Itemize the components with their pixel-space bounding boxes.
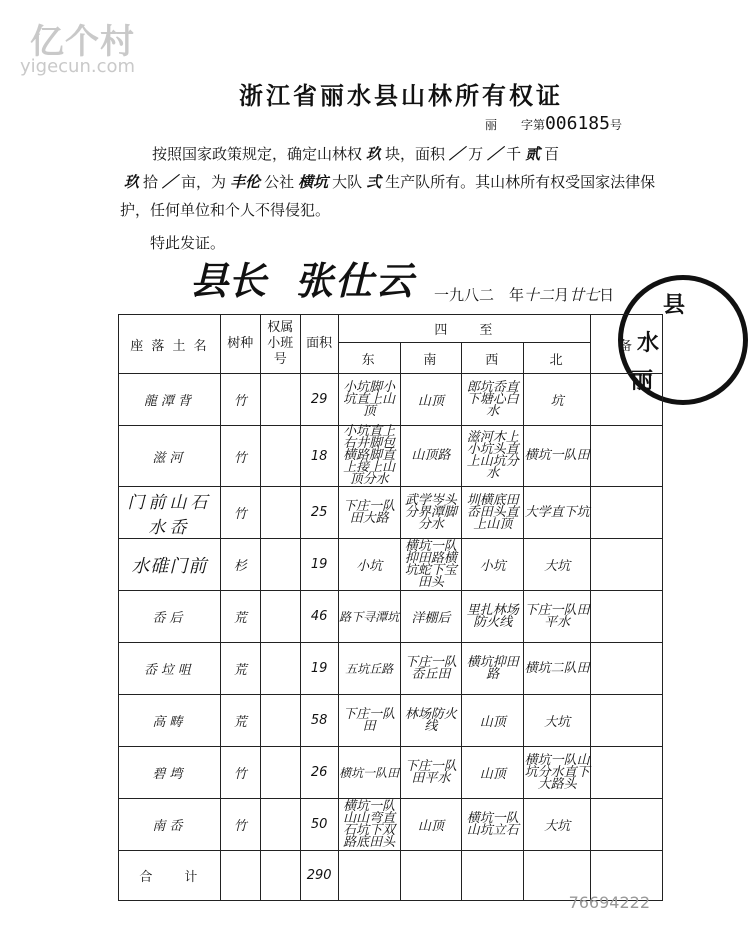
cell-east: 路下寻潭坑 [338, 591, 400, 643]
cell-east: 小坑 [338, 539, 400, 591]
area-wan: ／ [449, 145, 465, 163]
issued-statement: 特此发证。 [150, 234, 226, 252]
cell-subplot [260, 487, 300, 539]
header-east: 东 [338, 343, 400, 374]
cell-south: 下庄一队田平水 [400, 747, 462, 799]
total-empty-cell [338, 851, 400, 901]
seal-char: 水 [637, 330, 660, 356]
cell-remarks [591, 591, 663, 643]
cell-east: 小坑脚小坑直上山顶 [338, 374, 400, 426]
body-text-segment: 百 [544, 145, 560, 163]
header-remarks: 备 [591, 315, 663, 374]
cell-east: 下庄一队田大路 [338, 487, 400, 539]
total-empty-cell [400, 851, 462, 901]
header-west: 西 [462, 343, 524, 374]
cell-remarks [591, 539, 663, 591]
certificate-body [120, 140, 670, 224]
cell-location: 高畴 [119, 695, 221, 747]
body-text-segment: 大队 [332, 173, 363, 191]
forest-rights-table [118, 314, 663, 901]
cell-subplot [260, 747, 300, 799]
commune-name: 丰伦 [230, 173, 261, 191]
cell-location: 水碓门前 [119, 539, 221, 591]
body-text-segment: 拾 [143, 173, 159, 191]
cell-area: 19 [300, 539, 338, 591]
date-month-label: 月 [554, 286, 570, 304]
cell-east: 小坑直上右井脚包横路脚直上接上山顶分水 [338, 426, 400, 487]
cell-north: 坑 [524, 374, 591, 426]
header-south: 南 [400, 343, 462, 374]
cell-species: 竹 [220, 487, 260, 539]
cell-subplot [260, 643, 300, 695]
cell-west: 圳横底田岙田头直上山顶 [462, 487, 524, 539]
body-text-segment: 公社 [264, 173, 295, 191]
document-number [485, 113, 622, 134]
date-day: 廿七 [569, 286, 600, 304]
doc-number-value: 006185 [544, 113, 610, 134]
cell-species: 竹 [220, 747, 260, 799]
table-row [119, 695, 663, 747]
team-number: 弍 [366, 173, 382, 191]
cell-south: 林场防火线 [400, 695, 462, 747]
cell-west: 滋河木上小坑头直上山坑分水 [462, 426, 524, 487]
cell-west: 山顶 [462, 747, 524, 799]
cell-location: 岙垃咀 [119, 643, 221, 695]
cell-north: 下庄一队田平水 [524, 591, 591, 643]
cell-north: 大坑 [524, 539, 591, 591]
plot-count: 玖 [366, 145, 382, 163]
cell-east: 五坑丘路 [338, 643, 400, 695]
cell-north: 横坑二队田 [524, 643, 591, 695]
header-area: 面积 [300, 315, 338, 374]
body-line1-a: 按照国家政策规定，确定山林权 [152, 145, 363, 163]
cell-location: 龍潭背 [119, 374, 221, 426]
cell-species: 竹 [220, 374, 260, 426]
cell-west: 郎坑岙直下塘心白水 [462, 374, 524, 426]
header-north: 北 [524, 343, 591, 374]
cell-west: 山顶 [462, 695, 524, 747]
cell-area: 29 [300, 374, 338, 426]
cell-species: 竹 [220, 426, 260, 487]
cell-species: 荒 [220, 695, 260, 747]
header-bounds: 四 至 [338, 315, 590, 343]
cell-area: 46 [300, 591, 338, 643]
area-mu: ／ [162, 173, 178, 191]
total-label: 合 计 [119, 851, 221, 901]
date-day-label: 日 [599, 286, 615, 304]
issue-date [434, 284, 614, 305]
date-month: 十二 [524, 286, 555, 304]
watermark-url: yigecun.com [20, 56, 136, 77]
table-row [119, 539, 663, 591]
body-text-segment: 千 [506, 145, 522, 163]
watermark-logo: 亿个村 [30, 22, 135, 62]
date-year: 一九八二 [434, 286, 495, 304]
body-text-segment: 块，面积 [385, 145, 446, 163]
brigade-name: 横坑 [298, 173, 329, 191]
table-row [119, 426, 663, 487]
cell-north: 横坑一队山坑分水直下大路头 [524, 747, 591, 799]
cell-area: 18 [300, 426, 338, 487]
cell-area: 26 [300, 747, 338, 799]
cell-subplot [260, 374, 300, 426]
signature-name: 张仕云 [295, 259, 416, 303]
cell-location: 门前山石水岙 [119, 487, 221, 539]
total-empty-cell [462, 851, 524, 901]
cell-east: 下庄一队田 [338, 695, 400, 747]
stock-id: 76694222 [568, 893, 650, 912]
total-area: 290 [300, 851, 338, 901]
header-subplot: 权属小班号 [260, 315, 300, 374]
cell-north: 大坑 [524, 695, 591, 747]
table-row [119, 487, 663, 539]
cell-east: 横坑一队山山弯直石坑下双路底田头 [338, 799, 400, 851]
body-text-segment: 生产队所有。其山林所有权受国家法律保护，任何单位和个人不得侵犯。 [120, 173, 656, 219]
cell-remarks [591, 374, 663, 426]
table-row [119, 591, 663, 643]
area-shi: 玖 [124, 173, 140, 191]
cell-south: 下庄一队岙丘田 [400, 643, 462, 695]
body-text-segment: 亩，为 [181, 173, 227, 191]
total-empty-cell [220, 851, 260, 901]
header-species: 树种 [220, 315, 260, 374]
table-row [119, 799, 663, 851]
cell-area: 19 [300, 643, 338, 695]
table-row [119, 374, 663, 426]
cell-remarks [591, 487, 663, 539]
cell-remarks [591, 799, 663, 851]
cell-species: 竹 [220, 799, 260, 851]
cell-north: 横坑一队田 [524, 426, 591, 487]
cell-south: 山顶 [400, 374, 462, 426]
header-location: 座 落 土 名 [119, 315, 221, 374]
document-title: 浙江省丽水县山林所有权证 [239, 81, 563, 110]
cell-west: 横坑一队山坑立石 [462, 799, 524, 851]
cell-south: 洋棚后 [400, 591, 462, 643]
cell-east: 横坑一队田 [338, 747, 400, 799]
cell-area: 50 [300, 799, 338, 851]
cell-area: 58 [300, 695, 338, 747]
cell-subplot [260, 426, 300, 487]
cell-species: 荒 [220, 591, 260, 643]
cell-location: 滋河 [119, 426, 221, 487]
area-bai: 贰 [525, 145, 541, 163]
cell-south: 横坑一队抑田路横坑蛇下宝田头 [400, 539, 462, 591]
cell-west: 横坑抑田路 [462, 643, 524, 695]
cell-area: 25 [300, 487, 338, 539]
cell-remarks [591, 747, 663, 799]
cell-west: 里扎林场防火线 [462, 591, 524, 643]
cell-location: 岙后 [119, 591, 221, 643]
doc-number-prefix: 丽 字第 [484, 118, 545, 132]
cell-subplot [260, 799, 300, 851]
cell-subplot [260, 695, 300, 747]
table-row [119, 747, 663, 799]
seal-char: 县 [663, 292, 686, 318]
cell-west: 小坑 [462, 539, 524, 591]
cell-subplot [260, 591, 300, 643]
seal-char: 丽 [631, 368, 654, 394]
cell-species: 杉 [220, 539, 260, 591]
cell-remarks [591, 643, 663, 695]
cell-subplot [260, 539, 300, 591]
cell-remarks [591, 426, 663, 487]
cell-south: 山顶 [400, 799, 462, 851]
cell-location: 南岙 [119, 799, 221, 851]
cell-north: 大坑 [524, 799, 591, 851]
date-year-label: 年 [509, 286, 525, 304]
table-row [119, 643, 663, 695]
cell-location: 碧塆 [119, 747, 221, 799]
cell-remarks [591, 695, 663, 747]
total-empty-cell [260, 851, 300, 901]
doc-number-suffix: 号 [609, 118, 622, 132]
cell-species: 荒 [220, 643, 260, 695]
signature-title: 县长 [190, 259, 267, 303]
cell-north: 大学直下坑 [524, 487, 591, 539]
table-header-row [119, 315, 663, 343]
area-qian: ／ [487, 145, 503, 163]
body-text-segment: 万 [468, 145, 484, 163]
cell-south: 武学岑头分界潭脚分水 [400, 487, 462, 539]
cell-south: 山顶路 [400, 426, 462, 487]
